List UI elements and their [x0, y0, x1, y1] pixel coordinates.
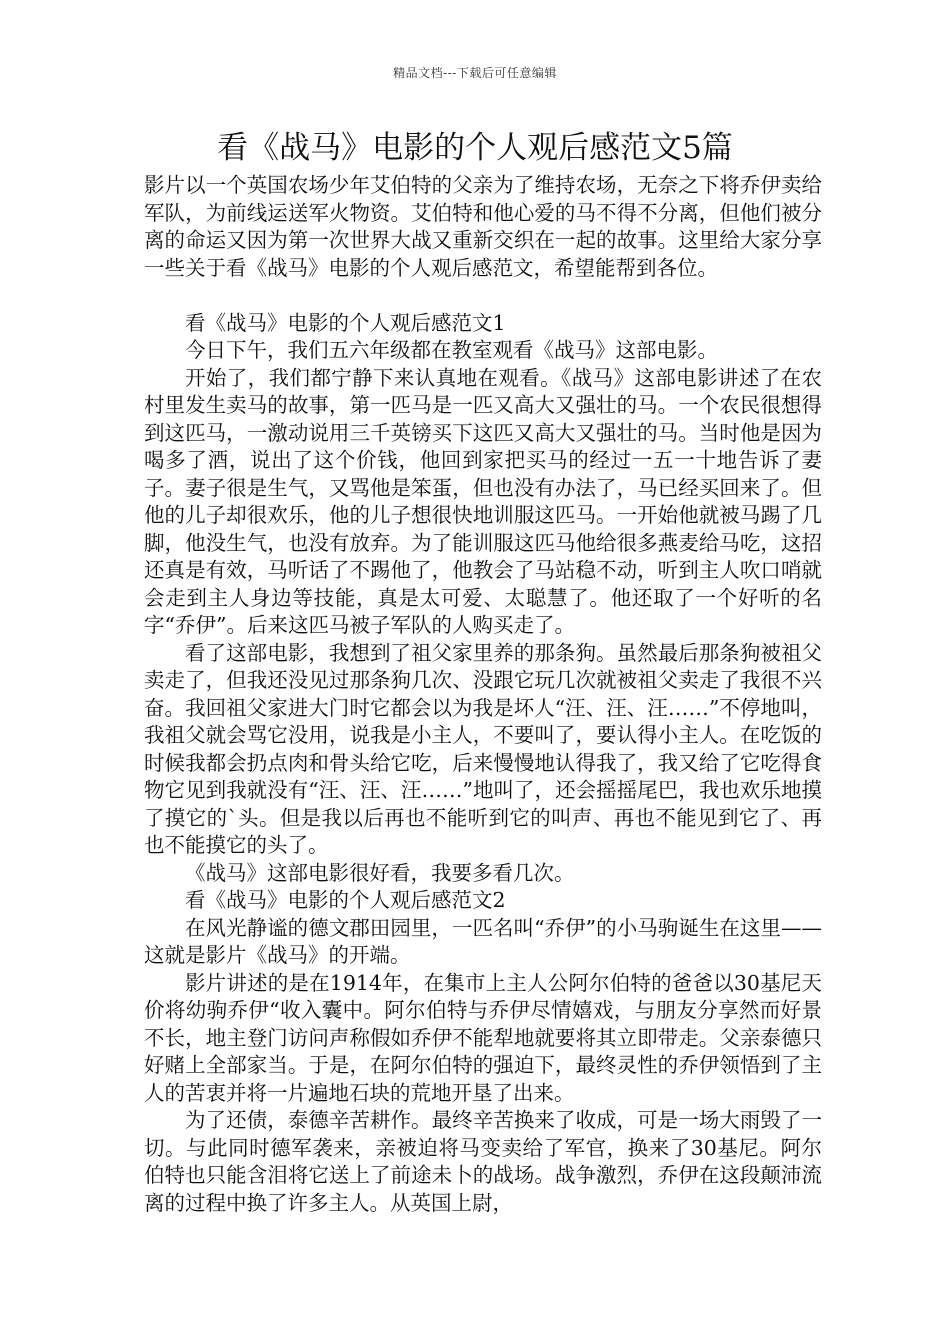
body-paragraph: 看了这部电影，我想到了祖父家里养的那条狗。虽然最后那条狗被祖父卖走了，但我还没见过那条狗几次、没跟它玩几次就被祖父卖走了我很不兴奋。我回祖父家进大门时它都会以为我是坏人“汪、汪、汪……”不停地叫，我祖父就会骂它没用，说我是小主人，不要叫了，要认得小主人。在吃饭的时候我都会扔点肉和骨头给它吃，后来慢慢地认得我了，我又给了它吃得食物它见到我就没有“汪、汪、汪……”地叫了，还会摇摇尾巴，我也欢乐地摸了摸它的`头。但是我以后再也不能听到它的叫声、再也不能见到它了、再也不能摸它的头了。 [144, 640, 822, 857]
page-header: 精品文档---下载后可任意编辑 [393, 66, 557, 80]
section-heading-2: 看《战马》电影的个人观后感范文2 [185, 888, 506, 912]
body-paragraph: 影片讲述的是在1914年，在集市上主人公阿尔伯特的爸爸以30基尼天价将幼驹乔伊“收入囊中。阿尔伯特与乔伊尽情嬉戏，与朋友分享然而好景不长，地主登门访问声称假如乔伊不能犁地就要将其立即带走。父亲泰德只好赌上全部家当。于是，在阿尔伯特的强迫下，最终灵性的乔伊领悟到了主人的苦衷并将一片遍地石块的荒地开垦了出来。 [144, 970, 822, 1105]
document-title: 看《战马》电影的个人观后感范文5篇 [217, 130, 733, 166]
body-paragraph: 《战马》这部电影很好看，我要多看几次。 [185, 860, 575, 885]
section-heading-1: 看《战马》电影的个人观后感范文1 [185, 310, 506, 335]
body-paragraph: 开始了，我们都宁静下来认真地在观看。《战马》这部电影讲述了在农村里发生卖马的故事，第一匹马是一匹又高大又强壮的马。一个农民很想得到这匹马，一激动说用三千英镑买下这匹又高大又强壮的马。当时他是因为喝多了酒，说出了这个价钱，他回到家把买马的经过一五一十地告诉了妻子。妻子很是生气，又骂他是笨蛋，但也没有办法了，马已经买回来了。但他的儿子却很欢乐，他的儿子想很快地训服这匹马。一开始他就被马踢了几脚，他没生气，也没有放弃。为了能训服这匹马他给很多燕麦给马吃，这招还真是有效，马听话了不踢他了，他教会了马站稳不动，听到主人吹口哨就会走到主人身边等技能，真是太可爱、太聪慧了。他还取了一个好听的名字“乔伊”。后来这匹马被子军队的人购买走了。 [144, 365, 822, 637]
body-paragraph: 为了还债，泰德辛苦耕作。最终辛苦换来了收成，可是一场大雨毁了一切。与此同时德军袭来，亲被迫将马变卖给了军官，换来了30基尼。阿尔伯特也只能含泪将它送上了前途未卜的战场。战争激烈，乔伊在这段颠沛流离的过程中换了许多主人。从英国上尉， [144, 1108, 822, 1215]
body-paragraph: 在风光静谧的德文郡田园里，一匹名叫“乔伊”的小马驹诞生在这里——这就是影片《战马》的开端。 [144, 915, 822, 967]
blank-line [144, 282, 822, 310]
document-body [144, 172, 822, 1217]
intro-paragraph: 影片以一个英国农场少年艾伯特的父亲为了维持农场，无奈之下将乔伊卖给军队，为前线运送军火物资。艾伯特和他心爱的马不得不分离，但他们被分离的命运又因为第一次世界大战又重新交织在一起的故事。这里给大家分享一些关于看《战马》电影的个人观后感范文，希望能帮到各位。 [144, 173, 822, 280]
body-paragraph: 今日下午，我们五六年级都在教室观看《战马》这部电影。 [185, 338, 718, 362]
